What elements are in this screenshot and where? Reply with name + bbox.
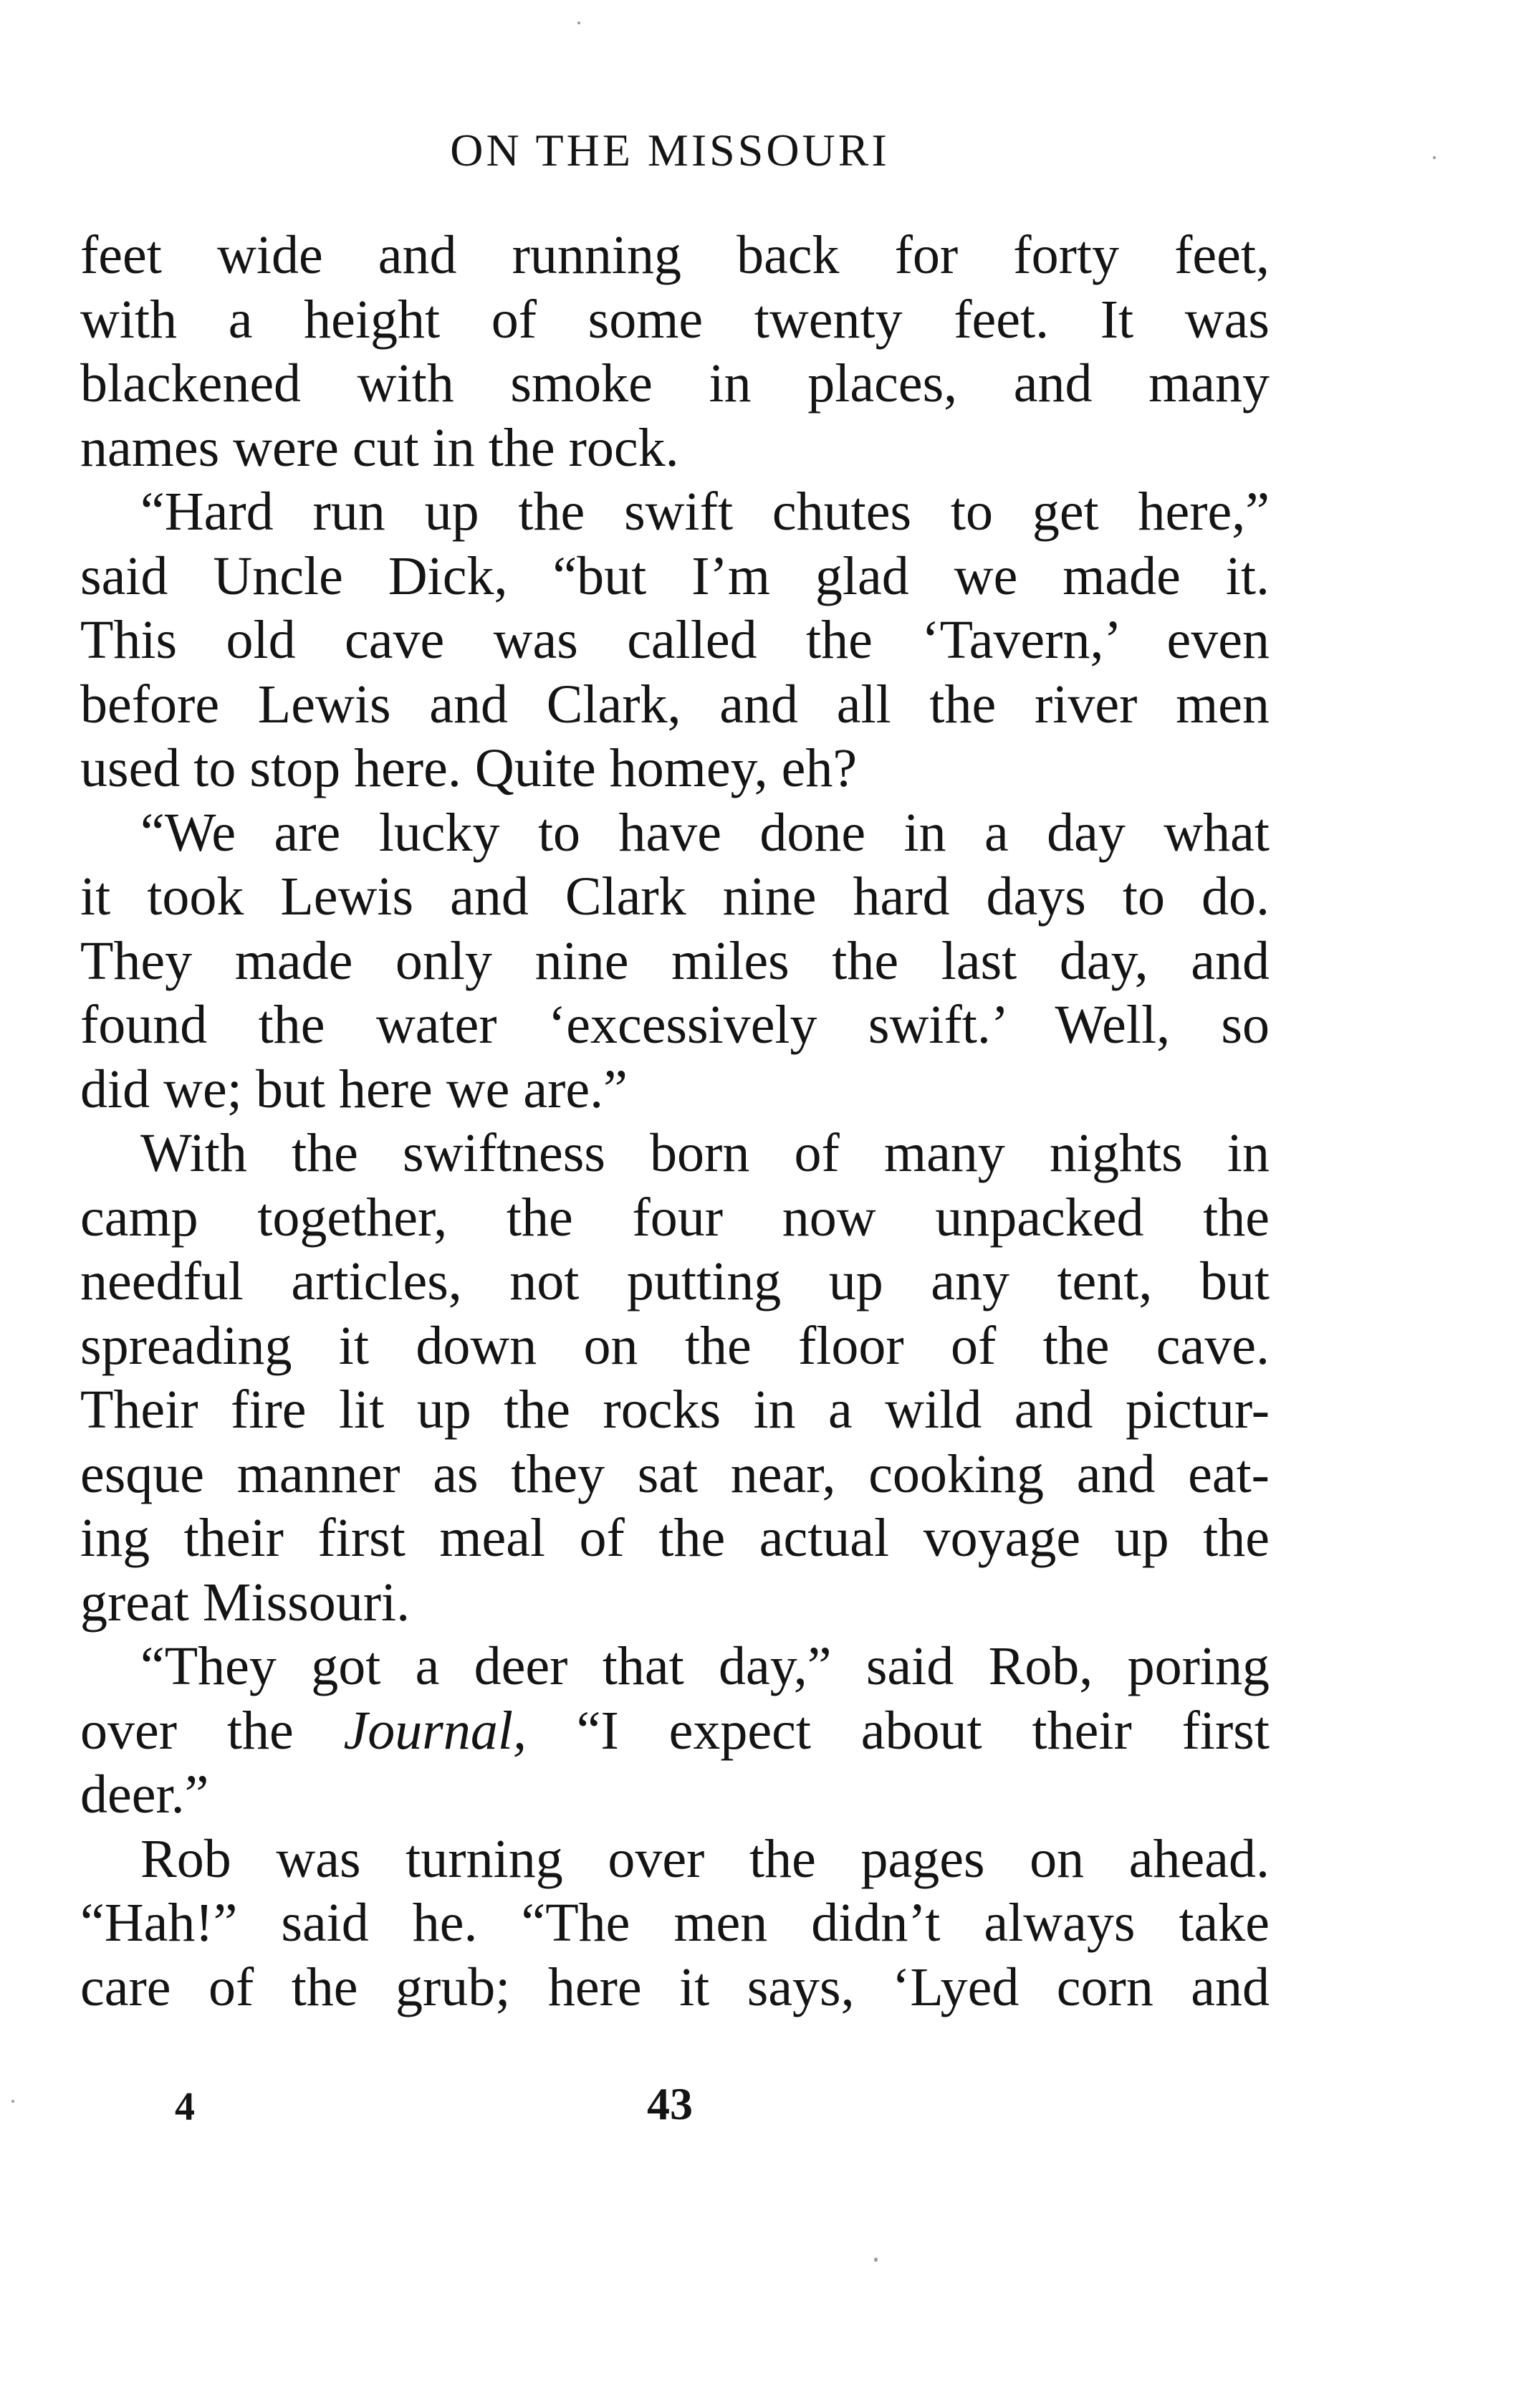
text-line: before Lewis and Clark, and all the river men xyxy=(80,674,1270,735)
paper-speck xyxy=(1433,156,1436,159)
text-line: great Missouri. xyxy=(80,1572,411,1633)
text-line: blackened with smoke in places, and many xyxy=(80,353,1270,414)
text-line: used to stop here. Quite homey, eh? xyxy=(80,738,858,798)
paper-speck xyxy=(577,22,580,24)
text-line: “They got a deer that day,” said Rob, poring xyxy=(140,1636,1270,1696)
text-line: esque manner as they sat near, cooking and eat- xyxy=(80,1443,1270,1504)
signature-mark: 4 xyxy=(175,2085,195,2129)
text-line: needful articles, not putting up any tent, but xyxy=(80,1251,1270,1312)
body-text xyxy=(80,224,1270,2020)
text-line: found the water ‘excessively swift.’ Well, so xyxy=(80,995,1270,1055)
text-line: deer.” xyxy=(80,1764,209,1825)
journal-title: Journal, xyxy=(343,1700,527,1761)
text-line xyxy=(80,1699,1270,1764)
text-line: camp together, the four now unpacked the xyxy=(80,1187,1270,1248)
paper-speck xyxy=(874,2258,878,2262)
text-line: Rob was turning over the pages on ahead. xyxy=(140,1828,1270,1889)
text-line: with a height of some twenty feet. It was xyxy=(80,289,1270,350)
text-line: did we; but here we are.” xyxy=(80,1059,628,1119)
text-line: names were cut in the rock. xyxy=(80,417,679,478)
page-number: 43 xyxy=(647,2078,693,2129)
text-line: spreading it down on the floor of the cave. xyxy=(80,1315,1270,1376)
text-line: “We are lucky to have done in a day what xyxy=(140,802,1270,863)
text-line: They made only nine miles the last day, and xyxy=(80,930,1270,991)
text-line: This old cave was called the ‘Tavern,’ even xyxy=(80,610,1270,670)
text-line: “Hah!” said he. “The men didn’t always take xyxy=(80,1893,1270,1953)
running-head: ON THE MISSOURI xyxy=(450,125,890,176)
text-line: it took Lewis and Clark nine hard days to do. xyxy=(80,866,1270,927)
text-line: care of the grub; here it says, ‘Lyed corn and xyxy=(80,1956,1270,2017)
text-run: “I expect about their first xyxy=(526,1700,1270,1761)
text-line: ing their first meal of the actual voyage up the xyxy=(80,1508,1270,1568)
text-line: Their fire lit up the rocks in a wild and pictur- xyxy=(80,1380,1270,1440)
text-line: feet wide and running back for forty feet, xyxy=(80,225,1270,285)
text-run: over the xyxy=(80,1700,344,1761)
text-line: “Hard run up the swift chutes to get here,” xyxy=(140,482,1270,542)
paper-speck xyxy=(11,2100,14,2103)
text-line: With the swiftness born of many nights in xyxy=(140,1123,1270,1183)
text-line: said Uncle Dick, “but I’m glad we made it. xyxy=(80,545,1270,606)
